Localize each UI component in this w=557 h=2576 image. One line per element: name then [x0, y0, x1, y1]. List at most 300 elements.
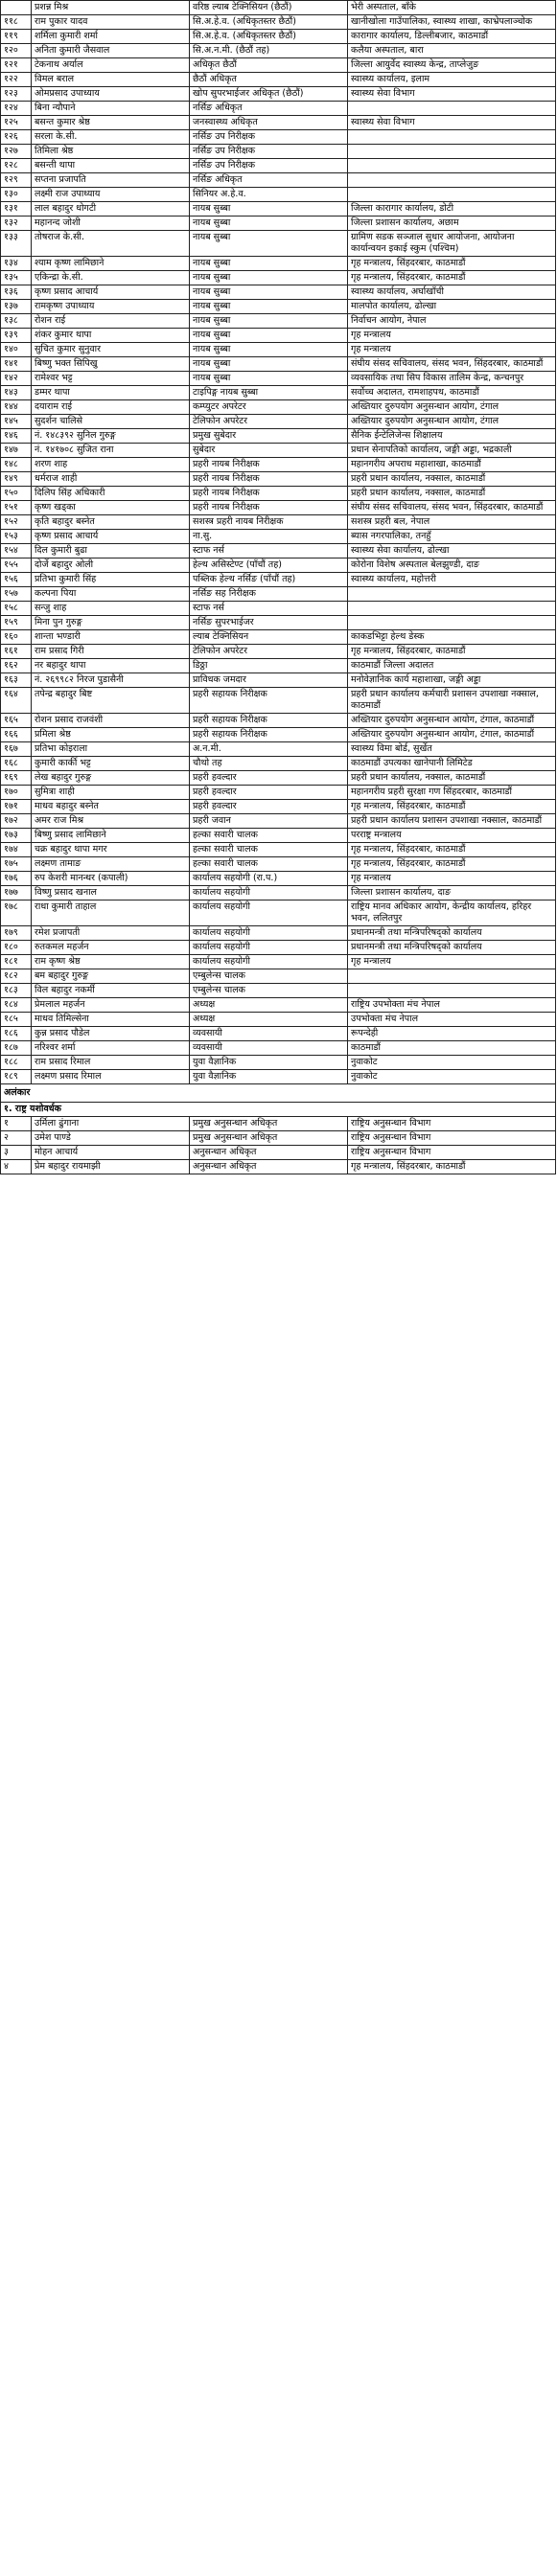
designation-cell: प्रहरी नायब निरीक्षक [190, 472, 348, 487]
name-cell: नरिश्वर शर्मा [32, 1041, 190, 1056]
designation-cell: नायब सुब्बा [190, 329, 348, 343]
table-row [1, 573, 556, 587]
name-cell: बिष्णु भक्त सिपिखु [32, 357, 190, 372]
office-cell: राष्ट्रिय अनुसन्धान विभाग [348, 1131, 556, 1146]
designation-cell: नायब सुब्बा [190, 357, 348, 372]
office-cell [348, 130, 556, 145]
document-page [0, 0, 555, 1174]
table-row [1, 159, 556, 173]
designation-cell: नायब सुब्बा [190, 217, 348, 231]
serial-number-cell: १४४ [1, 400, 32, 415]
designation-cell: प्रहरी नायब निरीक्षक [190, 458, 348, 472]
designation-cell: प्रमुख सुबेदार [190, 429, 348, 444]
serial-number-cell: १२३ [1, 87, 32, 102]
serial-number-cell: १४२ [1, 372, 32, 386]
office-cell: जिल्ला आयुर्वेद स्वास्थ्य केन्द्र, ताप्लेजुङ [348, 58, 556, 73]
table-row [1, 530, 556, 544]
office-cell: परराष्ट्र मन्त्रालय [348, 829, 556, 843]
designation-cell: प्रहरी हवल्दार [190, 771, 348, 786]
designation-cell: चौथो तह [190, 757, 348, 771]
office-cell: प्रहरी प्रधान कार्यालय कर्मचारी प्रशासन उपशाखा नक्साल, काठमाडौं [348, 688, 556, 714]
name-cell: प्रतिभा कोइराला [32, 742, 190, 757]
name-cell: लेख बहादुर गुरुङ्ग [32, 771, 190, 786]
serial-number-cell: १३५ [1, 271, 32, 285]
name-cell: रुतकमल महर्जन [32, 941, 190, 955]
serial-number-cell: ३ [1, 1146, 32, 1160]
designation-cell: प्रहरी नायब निरीक्षक [190, 501, 348, 515]
table-row [1, 969, 556, 984]
name-cell: लक्ष्मण प्रसाद रिमाल [32, 1070, 190, 1084]
table-row [1, 1117, 556, 1131]
table-row [1, 728, 556, 742]
serial-number-cell: १५६ [1, 573, 32, 587]
office-cell: जिल्ला प्रशासन कार्यालय, दाङ [348, 886, 556, 900]
designation-cell: जनस्वास्थ्य अधिकृत [190, 116, 348, 130]
office-cell: भेरी अस्पताल, बाँके [348, 1, 556, 15]
designation-cell: एम्बुलेन्स चालक [190, 969, 348, 984]
serial-number-cell: १८३ [1, 984, 32, 998]
name-cell: नं. १४८३९२ सुनिल गुरुङ्ग [32, 429, 190, 444]
office-cell [348, 984, 556, 998]
office-cell: सर्वोच्च अदालत, रामशाहपथ, काठमाडौं [348, 386, 556, 400]
name-cell: रामकृष्ण उपाध्याय [32, 300, 190, 314]
name-cell: विष्णु प्रसाद खनाल [32, 886, 190, 900]
table-row [1, 472, 556, 487]
designation-cell: अध्यक्ष [190, 1013, 348, 1027]
designation-cell: प्रहरी हवल्दार [190, 786, 348, 800]
name-cell: नं. १४१७०८ सुजित राना [32, 444, 190, 458]
office-cell: संघीय संसद सचिवालय, संसद भवन, सिंहदरबार, काठमाडौं [348, 501, 556, 515]
name-cell: लाल बहादुर धोगटी [32, 202, 190, 217]
table-row [1, 300, 556, 314]
table-row [1, 616, 556, 630]
office-cell: काठमाडौं उपत्यका खानेपानी लिमिटेड [348, 757, 556, 771]
office-cell: निर्वाचन आयोग, नेपाल [348, 314, 556, 329]
name-cell: रामेश्वर भट्ट [32, 372, 190, 386]
serial-number-cell: १५४ [1, 544, 32, 559]
serial-number-cell: १७३ [1, 829, 32, 843]
office-cell: अख्तियार दुरुपयोग अनुसन्धान आयोग, टंगाल, काठमाडौं [348, 728, 556, 742]
serial-number-cell: १२४ [1, 102, 32, 116]
office-cell [348, 159, 556, 173]
name-cell: कृति बहादुर बस्नेत [32, 515, 190, 530]
name-cell: रुप केशरी मानन्धर (कपाली) [32, 872, 190, 886]
table-row [1, 829, 556, 843]
serial-number-cell: १४३ [1, 386, 32, 400]
serial-number-cell: १२२ [1, 73, 32, 87]
table-row [1, 217, 556, 231]
name-cell: कल्पना पिया [32, 587, 190, 602]
office-cell: गृह मन्त्रालय, सिंहदरबार, काठमाडौं [348, 857, 556, 872]
office-cell [348, 102, 556, 116]
serial-number-cell: १३० [1, 188, 32, 202]
designation-cell: ना.सु. [190, 530, 348, 544]
table-row [1, 202, 556, 217]
designation-cell: नर्सिङ सुपरभाईजर [190, 616, 348, 630]
serial-number-cell: १२९ [1, 173, 32, 188]
office-cell: जिल्ला कारागार कार्यालय, डोटी [348, 202, 556, 217]
office-cell: स्वास्थ्य कार्यालय, इलाम [348, 73, 556, 87]
serial-number-cell: १७६ [1, 872, 32, 886]
table-row [1, 941, 556, 955]
serial-number-cell: १६८ [1, 757, 32, 771]
table-row [1, 771, 556, 786]
serial-number-cell: १७२ [1, 814, 32, 829]
office-cell: महानगरीय अपराध महाशाखा, काठमाडौं [348, 458, 556, 472]
designation-cell: व्यवसायी [190, 1027, 348, 1041]
table-row [1, 329, 556, 343]
designation-cell: सि.अ.हे.व. (अधिकृतस्तर छैठौं) [190, 30, 348, 44]
serial-number-cell: १३९ [1, 329, 32, 343]
serial-number-cell: १५२ [1, 515, 32, 530]
name-cell: कुमारी कार्की भट्ट [32, 757, 190, 771]
serial-number-cell: १३३ [1, 231, 32, 257]
office-cell: नुवाकोट [348, 1070, 556, 1084]
serial-number-cell: १५३ [1, 530, 32, 544]
table-row [1, 458, 556, 472]
serial-number-cell: १२८ [1, 159, 32, 173]
serial-number-cell: १८५ [1, 1013, 32, 1027]
designation-cell: नायब सुब्बा [190, 231, 348, 257]
designation-cell: युवा वैज्ञानिक [190, 1070, 348, 1084]
name-cell: शंकर कुमार थापा [32, 329, 190, 343]
table-row [1, 1013, 556, 1027]
office-cell: काकडभिट्टा हेल्थ डेस्क [348, 630, 556, 645]
serial-number-cell: १६१ [1, 645, 32, 659]
office-cell: प्रहरी प्रधान कार्यालय प्रशासन उपशाखा नक्साल, काठमाडौं [348, 814, 556, 829]
name-cell: श्याम कृष्ण लामिछाने [32, 257, 190, 271]
designation-cell: वरिष्ठ ल्याब टेक्निसियन (छैठौं) [190, 1, 348, 15]
designation-cell: नर्सिङ उप निरीक्षक [190, 145, 348, 159]
table-row [1, 843, 556, 857]
office-cell: राष्ट्रिय उपभोक्ता मंच नेपाल [348, 998, 556, 1013]
table-row [1, 786, 556, 800]
serial-number-cell: १५५ [1, 559, 32, 573]
table-row [1, 285, 556, 300]
serial-number-cell: १७१ [1, 800, 32, 814]
table-row [1, 231, 556, 257]
table-row [1, 926, 556, 941]
table-row [1, 587, 556, 602]
designation-cell: सि.अ.हे.व. (अधिकृतस्तर छैठौं) [190, 15, 348, 30]
office-cell: कारागार कार्यालय, डिल्लीबजार, काठमाडौं [348, 30, 556, 44]
serial-number-cell: १७४ [1, 843, 32, 857]
name-cell: सप्तना प्रजापति [32, 173, 190, 188]
name-cell: अमर राज मिश्र [32, 814, 190, 829]
name-cell: कृष्ण प्रसाद आचार्य [32, 530, 190, 544]
office-cell [348, 602, 556, 616]
serial-number-cell: १६७ [1, 742, 32, 757]
office-cell: अख्तियार दुरुपयोग अनुसन्धान आयोग, टंगाल [348, 415, 556, 429]
designation-cell: व्यवसायी [190, 1041, 348, 1056]
table-row [1, 1070, 556, 1084]
designation-cell: स्टाफ नर्स [190, 602, 348, 616]
name-cell: प्रतिभा कुमारी सिंह [32, 573, 190, 587]
serial-number-cell: १५७ [1, 587, 32, 602]
name-cell: शान्ता भण्डारी [32, 630, 190, 645]
designation-cell: नायब सुब्बा [190, 314, 348, 329]
designation-cell: सि.अ.न.मी. (छैठौं तह) [190, 44, 348, 58]
serial-number-cell: १४० [1, 343, 32, 357]
name-cell: टेकनाथ अर्याल [32, 58, 190, 73]
name-cell: कृष्ण प्रसाद आचार्य [32, 285, 190, 300]
table-row [1, 444, 556, 458]
office-cell: स्वास्थ्य कार्यालय, महोत्तरी [348, 573, 556, 587]
office-cell: काठमाडौं जिल्ला अदालत [348, 659, 556, 673]
designation-cell: नायब सुब्बा [190, 300, 348, 314]
serial-number-cell: १४१ [1, 357, 32, 372]
designation-cell: अ.न.मी. [190, 742, 348, 757]
serial-number-cell: १५० [1, 487, 32, 501]
designation-cell: प्रमुख अनुसन्धान अधिकृत [190, 1131, 348, 1146]
serial-number-cell: १७८ [1, 900, 32, 926]
table-row [1, 314, 556, 329]
office-cell: प्रहरी प्रधान कार्यालय, नक्साल, काठमाडौं [348, 771, 556, 786]
table-row [1, 602, 556, 616]
name-cell: दिलिप सिंह अधिकारी [32, 487, 190, 501]
designation-cell: हल्का सवारी चालक [190, 857, 348, 872]
name-cell: राधा कुमारी ताहाल [32, 900, 190, 926]
designation-cell: सशस्त्र प्रहरी नायब निरीक्षक [190, 515, 348, 530]
table-row [1, 886, 556, 900]
serial-number-cell: १८८ [1, 1056, 32, 1070]
designation-cell: स्टाफ नर्स [190, 544, 348, 559]
serial-number-cell: १४७ [1, 444, 32, 458]
name-cell: शरण शाह [32, 458, 190, 472]
office-cell: स्वास्थ्य विमा बोर्ड, सुर्खेत [348, 742, 556, 757]
serial-number-cell: १८६ [1, 1027, 32, 1041]
table-row [1, 173, 556, 188]
name-cell: बसन्ती थापा [32, 159, 190, 173]
office-cell: प्रधानमन्त्री तथा मन्त्रिपरिषद्को कार्यालय [348, 941, 556, 955]
name-cell: नं. २६९९८२ निरज पुडासैनी [32, 673, 190, 688]
office-cell [348, 616, 556, 630]
table-row [1, 145, 556, 159]
table-row [1, 15, 556, 30]
serial-number-cell: १८० [1, 941, 32, 955]
office-cell: गृह मन्त्रालय, सिंहदरबार, काठमाडौं [348, 271, 556, 285]
name-cell: रमेश प्रजापती [32, 926, 190, 941]
table-row [1, 559, 556, 573]
name-cell: सुचित कुमार सुनुवार [32, 343, 190, 357]
table-row [1, 900, 556, 926]
office-cell: अख्तियार दुरुपयोग अनुसन्धान आयोग, टंगाल [348, 400, 556, 415]
serial-number-cell: १३६ [1, 285, 32, 300]
office-cell: सशस्त्र प्रहरी बल, नेपाल [348, 515, 556, 530]
designation-cell: नर्सिङ अधिकृत [190, 102, 348, 116]
designation-cell: नायब सुब्बा [190, 202, 348, 217]
serial-number-cell: १२१ [1, 58, 32, 73]
office-cell: कलैया अस्पताल, बारा [348, 44, 556, 58]
designation-cell: नर्सिङ सह निरीक्षक [190, 587, 348, 602]
name-cell: बसन्त कुमार श्रेष्ठ [32, 116, 190, 130]
serial-number-cell: १३४ [1, 257, 32, 271]
name-cell: तपेन्द्र बहादुर बिष्ट [32, 688, 190, 714]
name-cell: सुदर्शन चालिसे [32, 415, 190, 429]
table-row [1, 544, 556, 559]
designation-cell: पब्लिक हेल्थ नर्सिङ (पाँचौं तह) [190, 573, 348, 587]
serial-number-cell: ४ [1, 1160, 32, 1174]
table-row [1, 415, 556, 429]
table-row [1, 130, 556, 145]
office-cell: मालपोत कार्यालय, ढोल्खा [348, 300, 556, 314]
office-cell: कोरोना विशेष अस्पताल बेलझुण्डी, दाङ [348, 559, 556, 573]
office-cell: स्वास्थ्य सेवा कार्यालय, ढोल्खा [348, 544, 556, 559]
name-cell: बिष्णु प्रसाद लामिछाने [32, 829, 190, 843]
serial-number-cell: १२७ [1, 145, 32, 159]
personnel-rows [1, 1, 556, 1084]
table-row [1, 487, 556, 501]
office-cell: संघीय संसद सचिवालय, संसद भवन, सिंहदरबार, काठमाडौं [348, 357, 556, 372]
office-cell: गृह मन्त्रालय [348, 955, 556, 969]
designation-cell: कार्यालय सहयोगी [190, 941, 348, 955]
serial-number-cell: १३१ [1, 202, 32, 217]
office-cell [348, 969, 556, 984]
office-cell: गृह मन्त्रालय, सिंहदरबार, काठमाडौं [348, 645, 556, 659]
serial-number-cell: १७९ [1, 926, 32, 941]
office-cell: स्वास्थ्य सेवा विभाग [348, 116, 556, 130]
table-row [1, 984, 556, 998]
name-cell: राम पुकार यादव [32, 15, 190, 30]
designation-cell: कम्प्युटर अपरेटर [190, 400, 348, 415]
name-cell: राम प्रसाद गिरी [32, 645, 190, 659]
designation-cell: प्रहरी सहायक निरीक्षक [190, 728, 348, 742]
name-cell: महानन्द जोशी [32, 217, 190, 231]
office-cell: गृह मन्त्रालय, सिंहदरबार, काठमाडौं [348, 257, 556, 271]
office-cell [348, 188, 556, 202]
section-heading: अलंकार [1, 1084, 556, 1103]
name-cell: प्रेम बहादुर रायमाझी [32, 1160, 190, 1174]
office-cell [348, 173, 556, 188]
office-cell: खानीखोला गाउँपालिका, स्वास्थ्य शाखा, काभ्रेपलाञ्चोक [348, 15, 556, 30]
name-cell: विमल बराल [32, 73, 190, 87]
name-cell: सुमित्रा शाही [32, 786, 190, 800]
office-cell: राष्ट्रिय मानव अधिकार आयोग, केन्द्रीय कार्यालय, हरिहर भवन, ललितपुर [348, 900, 556, 926]
serial-number-cell: १३८ [1, 314, 32, 329]
award-section [1, 1084, 556, 1117]
name-cell: धर्मराज शाही [32, 472, 190, 487]
designation-cell: प्रहरी सहायक निरीक्षक [190, 688, 348, 714]
name-cell: उर्मिला ढुंगाना [32, 1117, 190, 1131]
designation-cell: नर्सिङ उप निरीक्षक [190, 130, 348, 145]
designation-cell: नर्सिङ उप निरीक्षक [190, 159, 348, 173]
table-row [1, 73, 556, 87]
serial-number-cell: १८७ [1, 1041, 32, 1056]
table-row [1, 271, 556, 285]
designation-cell: टाइपिङ्ग नायब सुब्बा [190, 386, 348, 400]
table-row [1, 659, 556, 673]
table-row [1, 501, 556, 515]
name-cell: अनिता कुमारी जैसवाल [32, 44, 190, 58]
name-cell: तिमिला श्रेष्ठ [32, 145, 190, 159]
office-cell: ब्यास नगरपालिका, तनहुँ [348, 530, 556, 544]
office-cell: नुवाकोट [348, 1056, 556, 1070]
office-cell: जिल्ला प्रशासन कार्यालय, अछाम [348, 217, 556, 231]
serial-number-cell: १६३ [1, 673, 32, 688]
table-row [1, 645, 556, 659]
office-cell: गृह मन्त्रालय [348, 872, 556, 886]
serial-number-cell: १६२ [1, 659, 32, 673]
serial-number-cell: १५९ [1, 616, 32, 630]
name-cell: कुन्न प्रसाद पौडेल [32, 1027, 190, 1041]
serial-number-cell: १४९ [1, 472, 32, 487]
serial-number-cell: १७५ [1, 857, 32, 872]
serial-number-cell: १८१ [1, 955, 32, 969]
table-row [1, 188, 556, 202]
designation-cell: अध्यक्ष [190, 998, 348, 1013]
name-cell: डम्मर थापा [32, 386, 190, 400]
designation-cell: प्रहरी हवल्दार [190, 800, 348, 814]
name-cell: दिल कुमारी बुढा [32, 544, 190, 559]
office-cell [348, 587, 556, 602]
name-cell: विल बहादुर नकर्मी [32, 984, 190, 998]
name-cell: दोर्जे बहादुर ओली [32, 559, 190, 573]
designation-cell: कार्यालय सहयोगी [190, 900, 348, 926]
serial-number-cell: १६६ [1, 728, 32, 742]
designation-cell: टेलिफोन अपरेटर [190, 645, 348, 659]
designation-cell: डिठ्ठा [190, 659, 348, 673]
serial-number-cell: १६० [1, 630, 32, 645]
office-cell: स्वास्थ्य सेवा विभाग [348, 87, 556, 102]
designation-cell: नायब सुब्बा [190, 257, 348, 271]
office-cell: काठमाडौं [348, 1041, 556, 1056]
table-row [1, 998, 556, 1013]
table-row [1, 372, 556, 386]
name-cell: चक्र बहादुर थापा मगर [32, 843, 190, 857]
name-cell: एकिन्द्रा के.सी. [32, 271, 190, 285]
office-cell: गृह मन्त्रालय, सिंहदरबार, काठमाडौं [348, 800, 556, 814]
name-cell: बिना न्यौपाने [32, 102, 190, 116]
designation-cell: कार्यालय सहयोगी (रा.प.) [190, 872, 348, 886]
table-row [1, 630, 556, 645]
table-row [1, 1056, 556, 1070]
name-cell: सरला के.सी. [32, 130, 190, 145]
serial-number-cell: १३७ [1, 300, 32, 314]
designation-cell: टेलिफोन अपरेटर [190, 415, 348, 429]
designation-cell: नायब सुब्बा [190, 271, 348, 285]
name-cell: प्रेमलाल महर्जन [32, 998, 190, 1013]
serial-number-cell: १२६ [1, 130, 32, 145]
designation-cell: कार्यालय सहयोगी [190, 926, 348, 941]
serial-number-cell: १४८ [1, 458, 32, 472]
table-row [1, 1131, 556, 1146]
table-row [1, 429, 556, 444]
office-cell: रूपन्देही [348, 1027, 556, 1041]
designation-cell: प्रहरी जवान [190, 814, 348, 829]
office-cell: राष्ट्रिय अनुसन्धान विभाग [348, 1146, 556, 1160]
designation-cell: प्रहरी नायब निरीक्षक [190, 487, 348, 501]
designation-cell: हल्का सवारी चालक [190, 829, 348, 843]
table-row [1, 1160, 556, 1174]
office-cell: महानगरीय प्रहरी सुरक्षा गण सिंहदरबार, काठमाडौं [348, 786, 556, 800]
serial-number-cell: १८४ [1, 998, 32, 1013]
name-cell: प्रमिला श्रेष्ठ [32, 728, 190, 742]
office-cell: मनोवेज्ञानिक कार्य महाशाखा, जङ्गी अड्डा [348, 673, 556, 688]
office-cell: गृह मन्त्रालय, सिंहदरबार, काठमाडौं [348, 843, 556, 857]
name-cell: मोहन आचार्य [32, 1146, 190, 1160]
serial-number-cell: १६४ [1, 688, 32, 714]
table-row [1, 400, 556, 415]
name-cell: प्रशन्न मिश्र [32, 1, 190, 15]
table-row [1, 1, 556, 15]
name-cell: राम कृष्ण श्रेष्ठ [32, 955, 190, 969]
designation-cell: नायब सुब्बा [190, 343, 348, 357]
table-row [1, 87, 556, 102]
table-row [1, 757, 556, 771]
name-cell: माधव बहादुर बस्नेत [32, 800, 190, 814]
designation-cell: नर्सिङ अधिकृत [190, 173, 348, 188]
designation-cell: सुबेदार [190, 444, 348, 458]
